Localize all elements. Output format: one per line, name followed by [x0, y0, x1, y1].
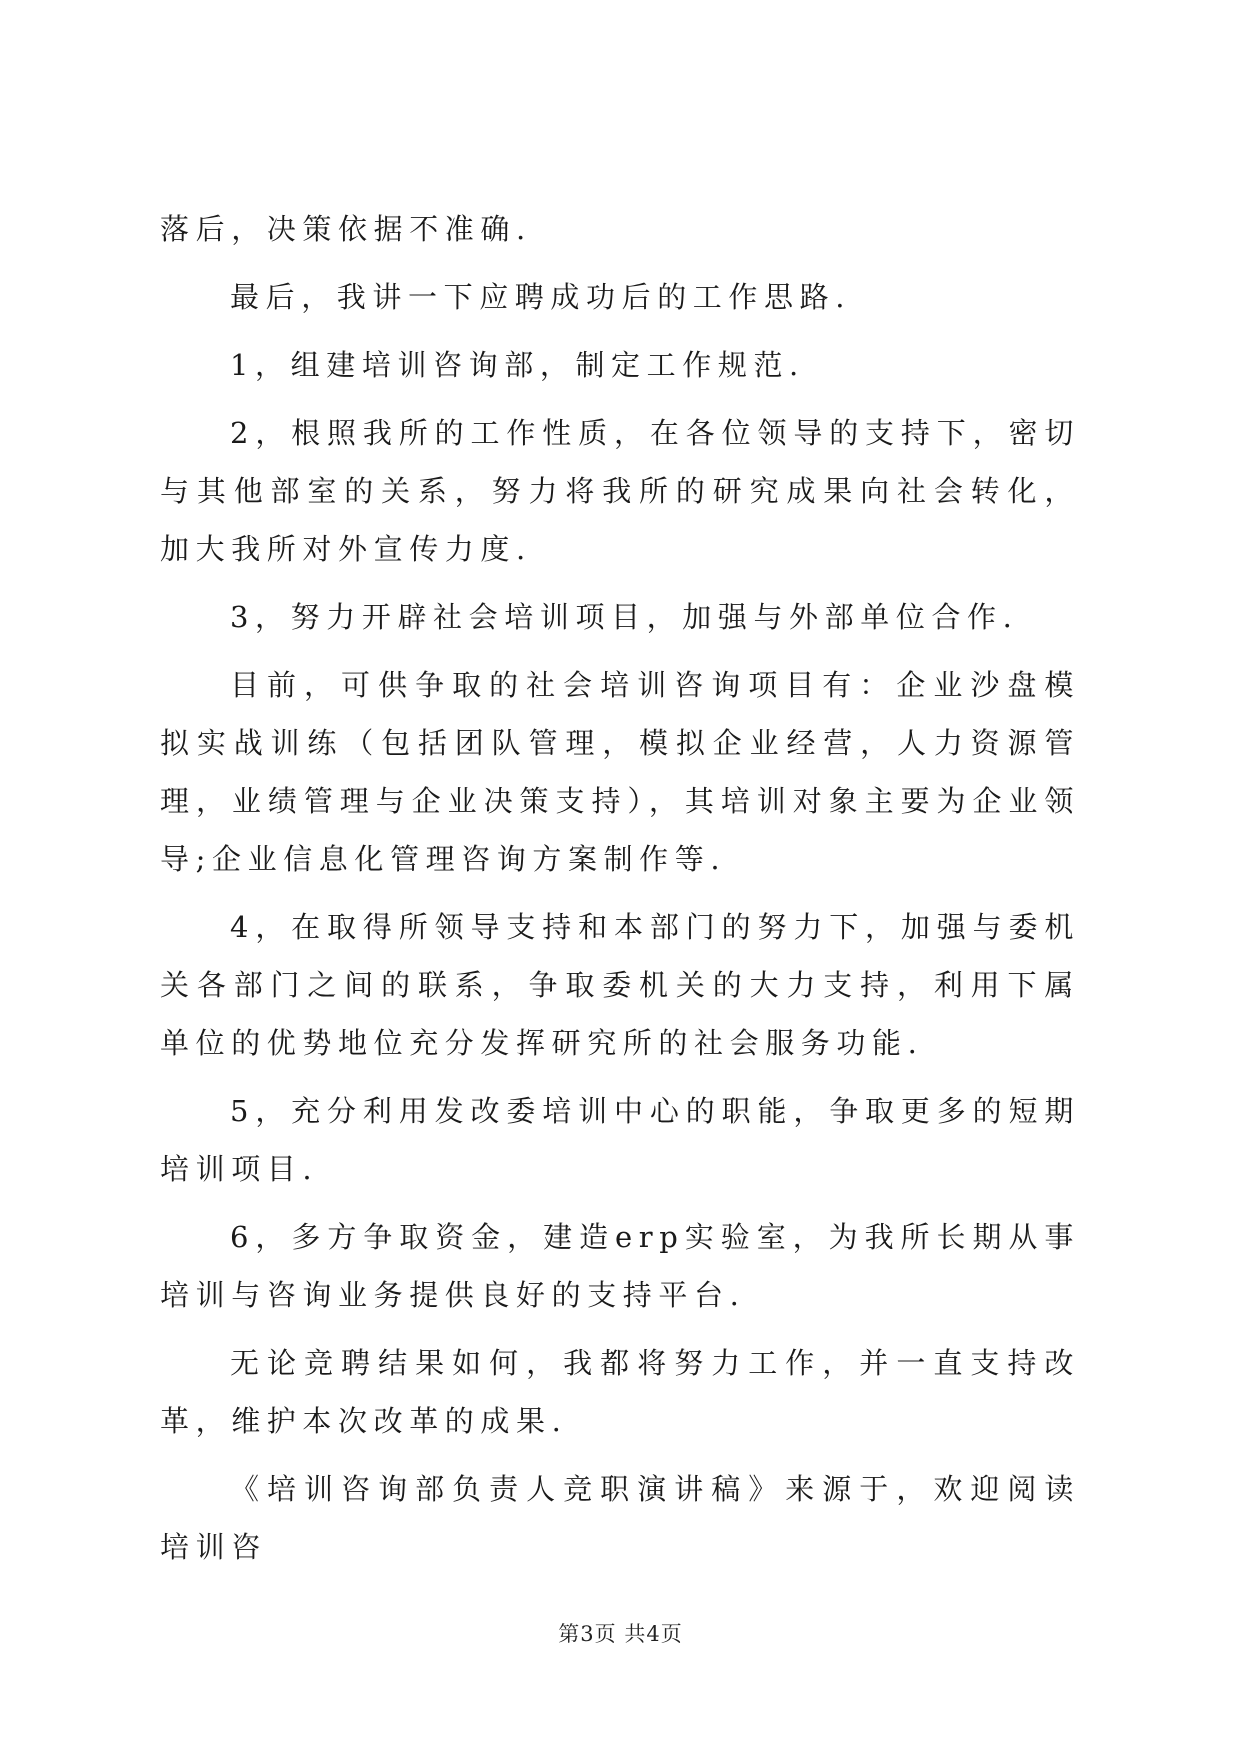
paragraph-conclusion: 无论竞聘结果如何，我都将努力工作，并一直支持改革，维护本次改革的成果.: [160, 1346, 1080, 1438]
paragraph-intro: 最后，我讲一下应聘成功后的工作思路.: [230, 280, 852, 314]
paragraph-projects: 目前，可供争取的社会培训咨询项目有：企业沙盘模拟实战训练（包括团队管理，模拟企业经营，人力资源管理，业绩管理与企业决策支持），其培训对象主要为企业领导;企业信息化管理咨询方案制作等.: [160, 668, 1080, 876]
paragraph-item-4: 4，在取得所领导支持和本部门的努力下，加强与委机关各部门之间的联系，争取委机关的大力支持，利用下属单位的优势地位充分发挥研究所的社会服务功能.: [160, 910, 1080, 1060]
paragraph-item-6: 6，多方争取资金，建造erp实验室，为我所长期从事培训与咨询业务提供良好的支持平台.: [160, 1220, 1080, 1312]
paragraph-item-2: 2，根照我所的工作性质，在各位领导的支持下，密切与其他部室的关系，努力将我所的研究成果向社会转化，加大我所对外宣传力度.: [160, 416, 1080, 566]
paragraph-source: 《培训咨询部负责人竞职演讲稿》来源于，欢迎阅读培训咨: [160, 1472, 1080, 1564]
paragraph-item-3: 3，努力开辟社会培训项目，加强与外部单位合作.: [230, 600, 1019, 634]
paragraph-item-5: 5，充分利用发改委培训中心的职能，争取更多的短期培训项目.: [160, 1094, 1080, 1186]
paragraph-item-1: 1，组建培训咨询部，制定工作规范.: [230, 348, 805, 382]
page-footer: 第3页 共4页: [558, 1622, 683, 1646]
paragraph-continuation: 落后，决策依据不准确.: [160, 212, 532, 246]
document-body: [160, 200, 1080, 1576]
